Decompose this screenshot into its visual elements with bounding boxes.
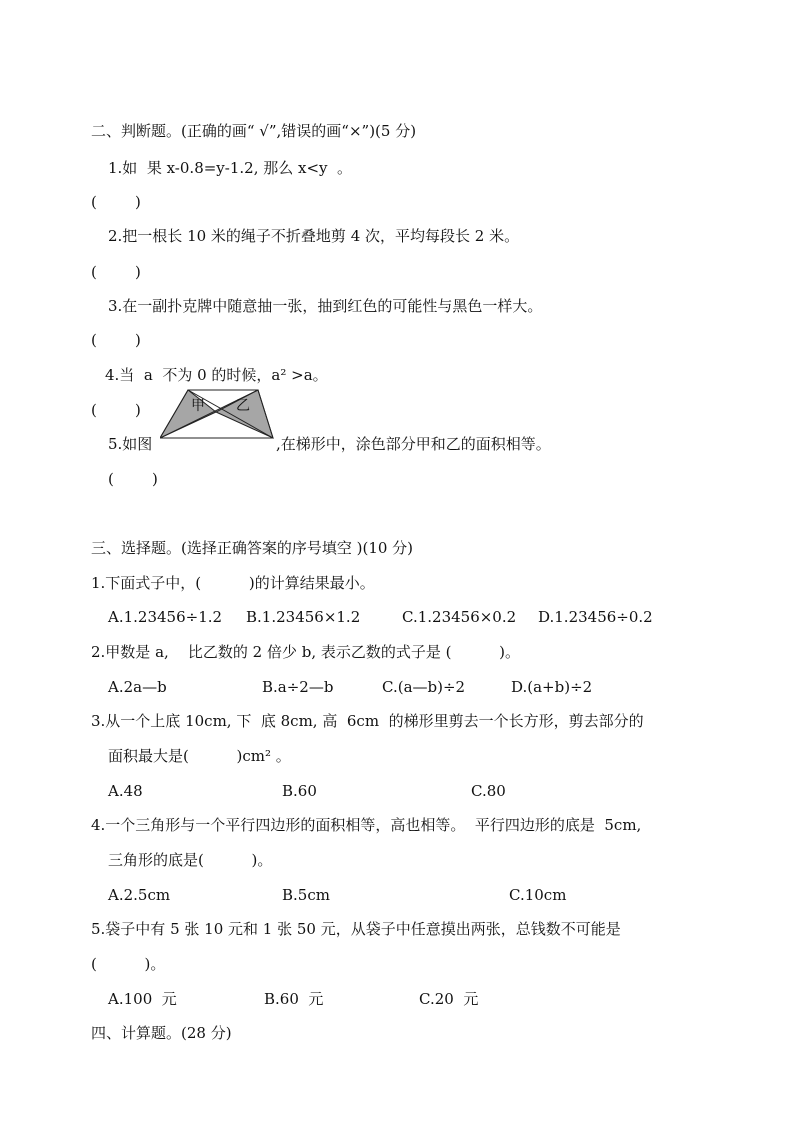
label-yi: 乙 (236, 398, 250, 414)
judge-item-5-prefix: 5.如图 (108, 435, 153, 453)
choice-q3-option-b[interactable]: B.60 (282, 782, 317, 800)
judge-item-5-suffix: ,在梯形中，涂色部分甲和乙的面积相等。 (276, 435, 551, 453)
choice-q5-option-b[interactable]: B.60 元 (264, 990, 324, 1008)
judge-answer-paren-4[interactable]: ( ) (91, 401, 141, 419)
choice-q1-option-c[interactable]: C.1.23456×0.2 (402, 608, 517, 626)
judge-item-4: 4.当 a 不为 0 的时候，a² >a。 (105, 366, 328, 384)
shaded-triangle-jia (160, 390, 216, 438)
judge-item-3: 3.在一副扑克牌中随意抽一张，抽到红色的可能性与黑色一样大。 (108, 297, 543, 315)
choice-q5-line-2: ( )。 (91, 955, 166, 973)
choice-q2: 2.甲数是 a, 比乙数的 2 倍少 b, 表示乙数的式子是 ( )。 (91, 643, 521, 661)
section-2-heading: 二、判断题。(正确的画“ √”,错误的画“×”)(5 分) (91, 122, 417, 140)
choice-q4-option-b[interactable]: B.5cm (282, 886, 330, 904)
choice-q4-option-c[interactable]: C.10cm (509, 886, 567, 904)
choice-q3-option-a[interactable]: A.48 (108, 782, 143, 800)
judge-answer-paren-2[interactable]: ( ) (91, 263, 141, 281)
choice-q1-option-a[interactable]: A.1.23456÷1.2 (108, 608, 223, 626)
choice-q5-line-1: 5.袋子中有 5 张 10 元和 1 张 50 元，从袋子中任意摸出两张，总钱数不可能是 (91, 920, 621, 938)
choice-q1-option-b[interactable]: B.1.23456×1.2 (246, 608, 361, 626)
choice-q2-option-a[interactable]: A.2a—b (108, 678, 167, 696)
choice-q5-option-c[interactable]: C.20 元 (419, 990, 479, 1008)
choice-q2-option-c[interactable]: C.(a—b)÷2 (382, 678, 466, 696)
choice-q1: 1.下面式子中，( )的计算结果最小。 (91, 574, 375, 592)
choice-q4-line-1: 4.一个三角形与一个平行四边形的面积相等，高也相等。 平行四边形的底是 5cm, (91, 816, 642, 834)
choice-q3-line-2: 面积最大是( )cm² 。 (108, 747, 291, 765)
section-3-heading: 三、选择题。(选择正确答案的序号填空 )(10 分) (91, 539, 414, 557)
choice-q2-option-b[interactable]: B.a÷2—b (262, 678, 334, 696)
judge-answer-paren-1[interactable]: ( ) (91, 193, 141, 211)
choice-q1-option-d[interactable]: D.1.23456÷0.2 (538, 608, 653, 626)
choice-q4-line-2: 三角形的底是( )。 (108, 851, 273, 869)
choice-q3-line-1: 3.从一个上底 10cm, 下 底 8cm, 高 6cm 的梯形里剪去一个长方形，剪去部分的 (91, 712, 644, 730)
judge-answer-paren-3[interactable]: ( ) (91, 331, 141, 349)
judge-item-2: 2.把一根长 10 米的绳子不折叠地剪 4 次，平均每段长 2 米。 (108, 227, 520, 245)
choice-q3-option-c[interactable]: C.80 (471, 782, 506, 800)
trapezoid-figure (160, 388, 274, 440)
label-jia: 甲 (191, 398, 205, 414)
judge-answer-paren-5[interactable]: ( ) (108, 470, 158, 488)
section-4-heading: 四、计算题。(28 分) (91, 1024, 232, 1042)
choice-q5-option-a[interactable]: A.100 元 (108, 990, 177, 1008)
choice-q4-option-a[interactable]: A.2.5cm (108, 886, 171, 904)
judge-item-1: 1.如 果 x-0.8=y-1.2, 那么 x<y 。 (108, 159, 353, 177)
choice-q2-option-d[interactable]: D.(a+b)÷2 (511, 678, 593, 696)
